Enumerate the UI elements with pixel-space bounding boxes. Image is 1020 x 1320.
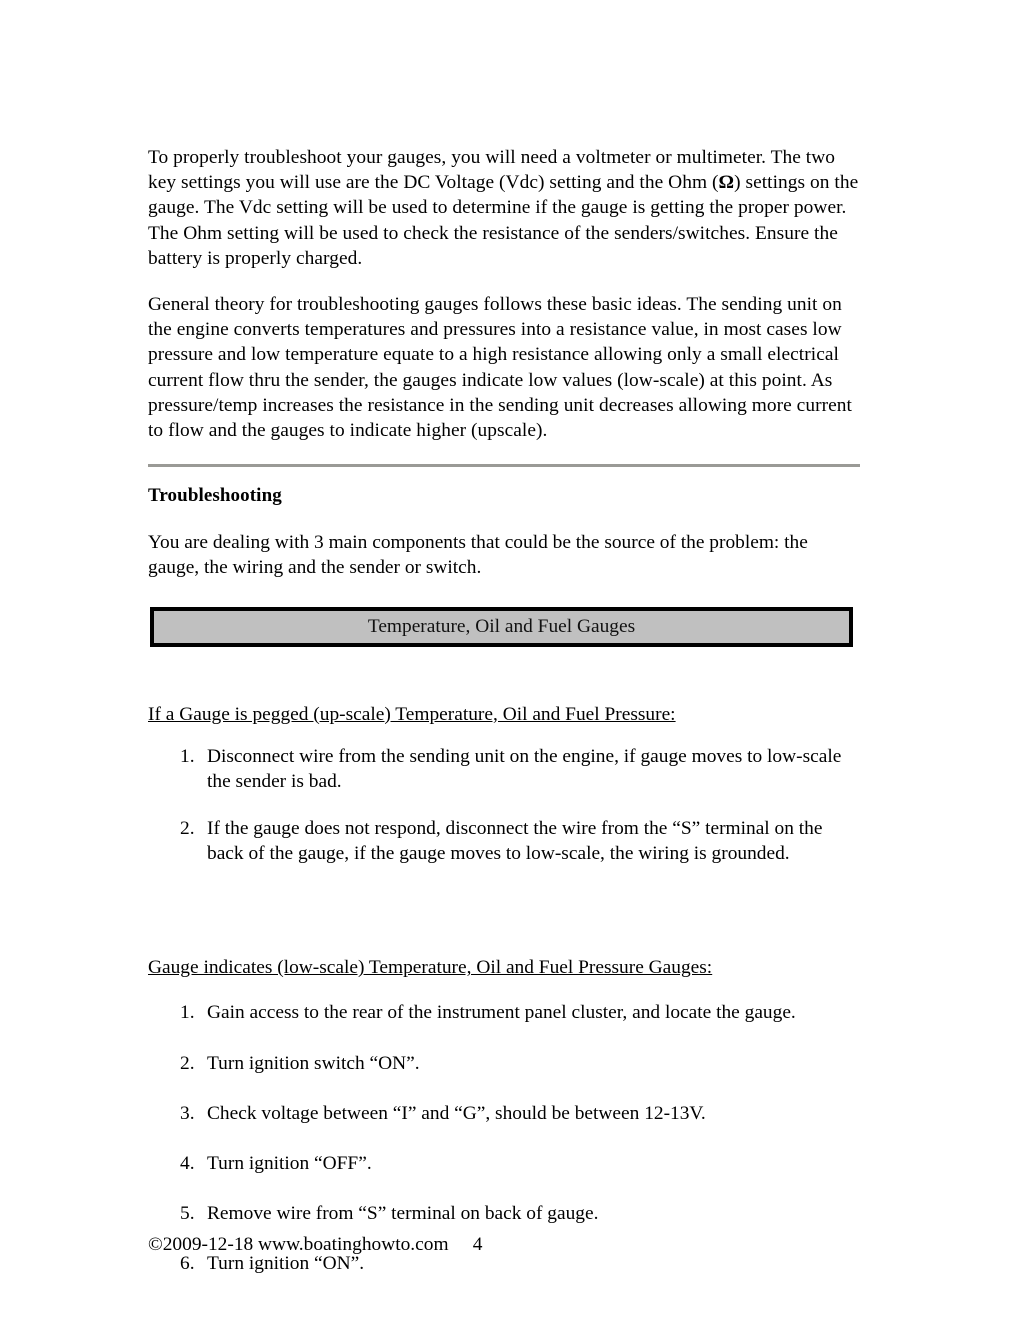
step-text: Turn ignition “ON”. [207,1253,365,1275]
subsection-one-step-list [148,744,860,867]
page-footer [148,1233,860,1257]
horizontal-rule [148,464,860,467]
step-text: Remove wire from “S” terminal on back of gauge. [207,1203,599,1225]
subsection-one-heading-wrap [148,675,860,727]
components-paragraph: You are dealing with 3 main components that could be the source of the problem: the gauge, the wiring and the sender or switch. [148,532,808,579]
section-heading-troubleshooting: Troubleshooting [148,485,282,507]
step-text: Turn ignition switch “ON”. [207,1052,420,1074]
intro-paragraph-part-1: To properly troubleshoot your gauges, you will need a voltmeter or multimeter. The two key settings you will use are the DC Voltage (Vdc) setting and the Ohm ( [148,147,836,194]
subsection-one-heading: If a Gauge is pegged (up-scale) Temperature, Oil and Fuel Pressure: [148,703,676,725]
list-item [148,1151,860,1176]
footer-separator [449,1234,473,1255]
list-item [148,744,860,794]
footer-copyright: ©2009-12-18 www.boatinghowto.com [148,1234,449,1255]
intro-paragraph [148,145,860,271]
intro-paragraph-part-2: ) settings on the gauge. The Vdc setting will be used to determine if the gauge is getting the proper power. The Ohm setting will be used to check the resistance of the senders/switches. Ensure the battery is properly charged. [148,172,859,269]
gauges-banner-title: Temperature, Oil and Fuel Gauges [367,615,636,637]
theory-paragraph: General theory for troubleshooting gauges follows these basic ideas. The sending unit on the engine converts temperatures and pressures into a resistance value, in most cases low pressure and low temperature equate to a high resistance allowing only a small electrical current flow thru the sender, the gauges indicate low values (low-scale) at this point. As pressure/temp increases the resistance in the sending unit decreases allowing more current to flow and the gauges to indicate higher (upscale). [148,294,852,442]
list-item [148,816,860,866]
step-text: Disconnect wire from the sending unit on the engine, if gauge moves to low-scale the sender is bad. [207,745,842,792]
page-number: 4 [472,1234,483,1255]
subsection-two-heading-wrap [148,928,860,980]
section-spacer [148,866,860,900]
gauges-banner [150,607,853,647]
list-item [148,1101,860,1126]
list-item [148,1201,860,1226]
list-item [148,1051,860,1076]
ohm-symbol: Ω [718,172,735,194]
step-text: Turn ignition “OFF”. [207,1153,372,1175]
step-text: Gain access to the rear of the instrument panel cluster, and locate the gauge. [207,1002,796,1024]
step-text: If the gauge does not respond, disconnect the wire from the “S” terminal on the back of the gauge, if the gauge moves to low-scale, the wiring is grounded. [207,818,823,865]
list-item [148,1000,860,1025]
step-text: Check voltage between “I” and “G”, should be between 12-13V. [207,1102,706,1124]
page-content [148,145,860,1277]
subsection-two-heading: Gauge indicates (low-scale) Temperature, Oil and Fuel Pressure Gauges: [148,957,713,979]
